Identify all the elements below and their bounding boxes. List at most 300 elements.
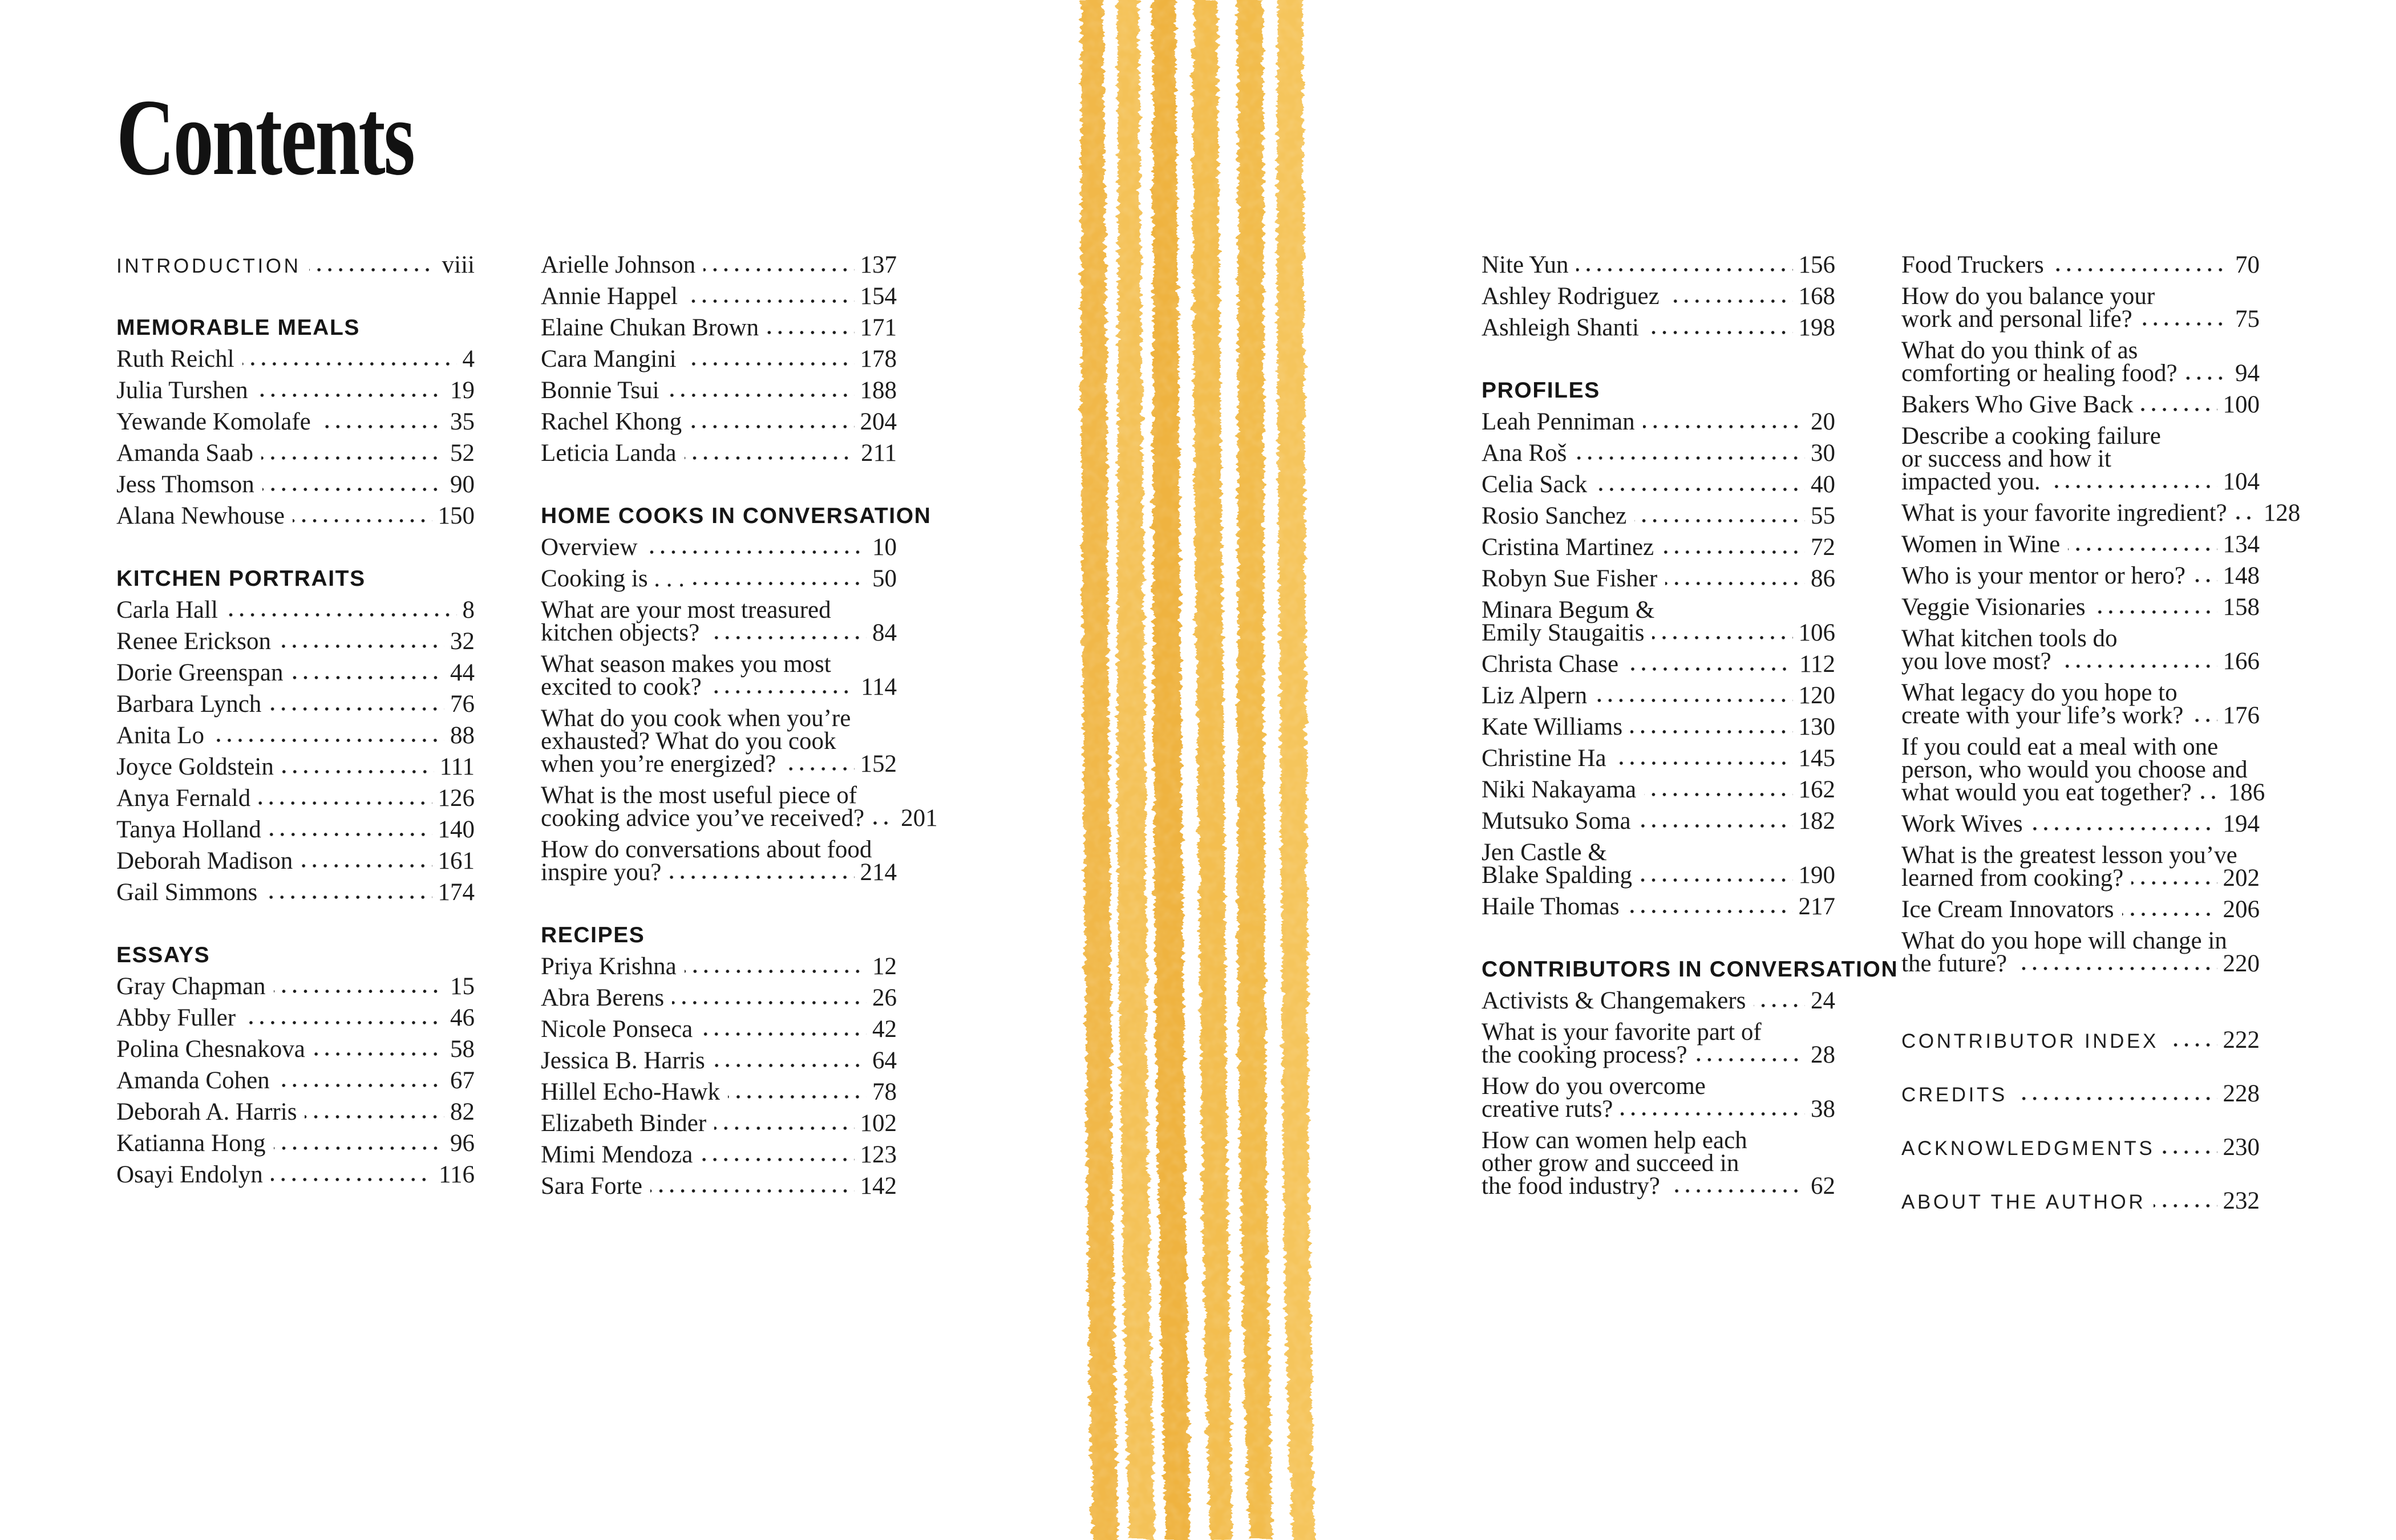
dot-leader bbox=[685, 456, 856, 460]
toc-entry-line bbox=[1482, 442, 1835, 465]
entry-text: work and personal life? bbox=[1901, 306, 2132, 333]
dot-leader bbox=[292, 676, 444, 679]
toc-entry-line bbox=[1482, 716, 1835, 739]
dot-leader bbox=[1662, 550, 1805, 554]
toc-entry-line bbox=[541, 348, 897, 371]
page-number: 126 bbox=[438, 785, 475, 812]
toc-entry bbox=[1901, 844, 2260, 890]
page-number: 152 bbox=[860, 751, 897, 777]
dot-leader bbox=[1643, 425, 1805, 428]
page-number: 111 bbox=[439, 753, 475, 780]
dot-leader bbox=[265, 895, 432, 899]
section-heading: MEMORABLE MEALS bbox=[116, 315, 360, 340]
entry-text: Amanda Saab bbox=[116, 440, 254, 467]
page-number: 188 bbox=[860, 377, 897, 404]
toc-entry bbox=[1901, 562, 2260, 589]
toc-entry-line bbox=[541, 676, 897, 699]
dot-leader bbox=[279, 645, 444, 648]
entry-text: Food Truckers bbox=[1901, 252, 2044, 278]
toc-entry-line bbox=[1901, 844, 2260, 867]
entry-text: How do you balance your bbox=[1901, 283, 2155, 310]
section-heading: RECIPES bbox=[541, 923, 645, 947]
dot-leader bbox=[1665, 582, 1805, 585]
page-number: 217 bbox=[1798, 893, 1835, 920]
toc-entry-line bbox=[116, 1069, 475, 1092]
dot-leader bbox=[646, 550, 867, 554]
toc-entry-line bbox=[116, 502, 475, 529]
backmatter-entry bbox=[1901, 1029, 2260, 1052]
page-number: 168 bbox=[1798, 283, 1835, 310]
entry-text: inspire you? bbox=[541, 859, 662, 886]
toc-entry-line bbox=[1482, 1175, 1835, 1198]
entry-text: Katianna Hong bbox=[116, 1130, 266, 1157]
toc-entry-line bbox=[541, 955, 897, 978]
toc-entry bbox=[541, 254, 897, 277]
page-number: 220 bbox=[2223, 950, 2260, 977]
toc-entry-line bbox=[1901, 285, 2260, 308]
entry-text: Ice Cream Innovators bbox=[1901, 896, 2114, 923]
entry-text: Yewande Komolafe bbox=[116, 408, 311, 435]
toc-entry-line bbox=[541, 565, 897, 592]
toc-entry-line bbox=[1482, 1075, 1835, 1098]
page-number: 30 bbox=[1811, 440, 1835, 467]
toc-entry-line bbox=[116, 850, 475, 873]
entry-text: Rachel Khong bbox=[541, 408, 682, 435]
toc-entry-line bbox=[1482, 565, 1835, 592]
backmatter-entry bbox=[1901, 1136, 2260, 1159]
toc-entry bbox=[1901, 898, 2260, 921]
page-number: 137 bbox=[860, 252, 897, 278]
stripe-4 bbox=[1193, 0, 1232, 1540]
toc-entry-line bbox=[541, 285, 897, 308]
dot-leader bbox=[1634, 519, 1805, 522]
entry-text: Emily Staugaitis bbox=[1482, 619, 1645, 646]
entry-text: the cooking process? bbox=[1482, 1041, 1687, 1068]
entry-text: Niki Nakayama bbox=[1482, 776, 1637, 803]
dot-leader bbox=[319, 425, 444, 428]
dot-leader bbox=[2059, 664, 2217, 668]
toc-entry bbox=[1901, 679, 2260, 729]
entry-text: Nite Yun bbox=[1482, 252, 1569, 278]
entry-text: If you could eat a meal with one bbox=[1901, 733, 2219, 760]
dot-leader bbox=[2131, 881, 2217, 885]
toc-entry bbox=[541, 984, 897, 1011]
entry-text: Dorie Greenspan bbox=[116, 659, 284, 686]
toc-entry bbox=[1482, 1021, 1835, 1067]
entry-text: Gail Simmons bbox=[116, 879, 258, 906]
toc-entry-line bbox=[541, 861, 897, 884]
toc-entry bbox=[1482, 254, 1835, 277]
entry-text: cooking advice you’ve received? bbox=[541, 805, 865, 832]
toc-column-1 bbox=[116, 254, 475, 1186]
toc-entry-line bbox=[541, 753, 897, 776]
page-number: 10 bbox=[872, 534, 897, 561]
toc-entry bbox=[116, 408, 475, 435]
page-number: 52 bbox=[450, 440, 475, 467]
page-number: 24 bbox=[1811, 987, 1835, 1014]
page-number: 176 bbox=[2223, 702, 2260, 729]
page-number: 206 bbox=[2223, 896, 2260, 923]
toc-entry-line bbox=[1901, 1029, 2260, 1052]
entry-text: Leah Penniman bbox=[1482, 408, 1635, 435]
entry-text: Carla Hall bbox=[116, 597, 218, 623]
page-number: 102 bbox=[860, 1110, 897, 1137]
toc-entry bbox=[116, 1004, 475, 1031]
toc-entry-line bbox=[541, 619, 897, 646]
dot-leader bbox=[713, 1064, 867, 1067]
toc-entry-line bbox=[1482, 408, 1835, 435]
dot-leader bbox=[690, 425, 854, 428]
dot-leader bbox=[256, 394, 444, 397]
toc-entry-line bbox=[541, 1141, 897, 1168]
page-number: 50 bbox=[872, 565, 897, 592]
dot-leader bbox=[1628, 910, 1793, 913]
entry-text: Leticia Landa bbox=[541, 440, 677, 467]
dot-leader bbox=[1754, 1004, 1805, 1007]
page-number: 28 bbox=[1811, 1041, 1835, 1068]
toc-entry-line bbox=[1482, 895, 1835, 918]
page-number: 148 bbox=[2223, 562, 2260, 589]
page-title: Contents bbox=[116, 76, 414, 198]
dot-leader bbox=[258, 801, 432, 805]
entry-text: Barbara Lynch bbox=[116, 691, 262, 718]
entry-text: Jessica B. Harris bbox=[541, 1047, 705, 1074]
entry-text: Priya Krishna bbox=[541, 953, 677, 980]
page-number: 20 bbox=[1811, 408, 1835, 435]
toc-entry-line bbox=[116, 630, 475, 653]
toc-entry bbox=[1901, 425, 2260, 493]
watercolor-stripes-artwork bbox=[1068, 0, 1330, 1540]
toc-entry bbox=[541, 599, 897, 645]
dot-leader bbox=[1647, 331, 1793, 334]
dot-leader bbox=[2235, 516, 2258, 520]
page-number: 166 bbox=[2223, 648, 2260, 675]
entry-text: impacted you. bbox=[1901, 468, 2041, 495]
entry-text: create with your life’s work? bbox=[1901, 702, 2184, 729]
entry-text: How can women help each bbox=[1482, 1127, 1747, 1154]
entry-text: Ana Roš bbox=[1482, 440, 1567, 467]
toc-entry bbox=[1482, 599, 1835, 645]
toc-entry-line bbox=[116, 408, 475, 435]
toc-entry-line bbox=[116, 442, 475, 465]
entry-text: ACKNOWLEDGMENTS bbox=[1901, 1137, 2155, 1160]
entry-text: What do you cook when you’re bbox=[541, 705, 851, 732]
page-number: 150 bbox=[438, 502, 475, 529]
dot-leader bbox=[1695, 1058, 1805, 1061]
entry-text: Mimi Mendoza bbox=[541, 1141, 693, 1168]
toc-column-3 bbox=[1482, 252, 1899, 1199]
page-number: 128 bbox=[2263, 500, 2301, 526]
entry-text: the food industry? bbox=[1482, 1173, 1660, 1199]
dot-leader bbox=[261, 456, 444, 460]
dot-leader bbox=[2140, 322, 2229, 326]
dot-leader bbox=[1621, 1112, 1805, 1116]
dot-leader bbox=[650, 1189, 855, 1193]
toc-entry bbox=[1482, 776, 1835, 803]
toc-entry-line bbox=[1482, 1021, 1835, 1044]
dot-leader bbox=[212, 739, 444, 742]
toc-entry-line bbox=[541, 730, 897, 753]
dot-leader bbox=[2154, 1204, 2217, 1207]
toc-entry-line bbox=[1901, 1080, 2260, 1107]
toc-entry bbox=[116, 1038, 475, 1061]
toc-entry bbox=[1901, 733, 2265, 806]
entry-text: What is the greatest lesson you’ve bbox=[1901, 842, 2237, 869]
toc-entry-line bbox=[116, 348, 475, 371]
entry-text: Work Wives bbox=[1901, 810, 2023, 837]
toc-entry-line bbox=[1901, 679, 2260, 706]
entry-text: Amanda Cohen bbox=[116, 1067, 270, 1094]
page-number: 75 bbox=[2235, 306, 2260, 333]
entry-text: Liz Alpern bbox=[1482, 682, 1588, 709]
dot-leader bbox=[2191, 719, 2217, 722]
toc-entry-line bbox=[1482, 536, 1835, 559]
dot-leader bbox=[244, 1021, 444, 1024]
entry-text: Describe a cooking failure bbox=[1901, 423, 2161, 449]
toc-entry-line bbox=[1901, 362, 2260, 385]
entry-text: Annie Happel bbox=[541, 283, 678, 310]
entry-text: Nicole Ponseca bbox=[541, 1016, 693, 1043]
page-number: 178 bbox=[860, 346, 897, 372]
section-heading: HOME COOKS IN CONVERSATION bbox=[541, 504, 932, 528]
page-number: 62 bbox=[1811, 1173, 1835, 1199]
dot-leader bbox=[1614, 761, 1793, 765]
dot-leader bbox=[767, 331, 854, 334]
toc-entry-line bbox=[541, 599, 897, 622]
page-number: 230 bbox=[2223, 1134, 2260, 1161]
toc-entry-line bbox=[1901, 339, 2260, 362]
toc-entry bbox=[541, 408, 897, 435]
dot-leader bbox=[1575, 456, 1805, 460]
page-number: 114 bbox=[861, 674, 897, 700]
page-number: 156 bbox=[1798, 252, 1835, 278]
page-number: 88 bbox=[450, 722, 475, 749]
dot-leader bbox=[1576, 268, 1792, 271]
stripe-2 bbox=[1117, 0, 1155, 1540]
toc-entry bbox=[541, 1141, 897, 1168]
page-number: 204 bbox=[860, 408, 897, 435]
entry-text: Bonnie Tsui bbox=[541, 377, 659, 404]
toc-entry bbox=[116, 1161, 475, 1188]
page-number: 86 bbox=[1811, 565, 1835, 592]
page-number: 96 bbox=[450, 1130, 475, 1157]
section-heading: KITCHEN PORTRAITS bbox=[116, 566, 366, 591]
page-number: 26 bbox=[872, 984, 897, 1011]
entry-text: you love most? bbox=[1901, 648, 2051, 675]
toc-entry bbox=[116, 473, 475, 496]
toc-entry bbox=[116, 1101, 475, 1124]
toc-entry bbox=[116, 850, 475, 873]
dot-leader bbox=[2163, 1150, 2217, 1154]
toc-entry bbox=[541, 285, 897, 308]
toc-entry bbox=[541, 1112, 897, 1135]
entry-text: creative ruts? bbox=[1482, 1096, 1613, 1122]
page-number: 158 bbox=[2223, 594, 2260, 621]
entry-text: comforting or healing food? bbox=[1901, 360, 2178, 387]
page-number: 32 bbox=[450, 628, 475, 655]
entry-text: Cooking is . . . bbox=[541, 565, 685, 592]
toc-entry-line bbox=[1901, 898, 2260, 921]
entry-text: What do you hope will change in bbox=[1901, 927, 2227, 954]
dot-leader bbox=[2031, 827, 2217, 830]
dot-leader bbox=[1652, 636, 1792, 639]
page-number: 190 bbox=[1798, 862, 1835, 889]
dot-leader bbox=[2193, 579, 2217, 582]
dot-leader bbox=[2015, 1097, 2217, 1100]
toc-entry-line bbox=[1901, 810, 2260, 837]
dot-leader bbox=[269, 707, 444, 711]
entry-text: Hillel Echo-Hawk bbox=[541, 1079, 721, 1105]
toc-entry-line bbox=[1482, 1041, 1835, 1068]
page-number: 120 bbox=[1798, 682, 1835, 709]
toc-entry-line bbox=[116, 881, 475, 904]
toc-entry-line bbox=[541, 1081, 897, 1104]
toc-entry bbox=[1901, 927, 2260, 977]
dot-leader bbox=[1626, 667, 1794, 671]
toc-entry bbox=[116, 975, 475, 998]
toc-entry-line bbox=[1482, 747, 1835, 770]
toc-entry-line bbox=[541, 707, 897, 730]
toc-entry bbox=[541, 782, 938, 832]
toc-entry bbox=[1482, 314, 1835, 341]
page-number: 100 bbox=[2223, 391, 2260, 418]
toc-entry bbox=[541, 442, 897, 465]
page-number: 130 bbox=[1798, 714, 1835, 740]
toc-entry bbox=[1482, 502, 1835, 529]
entry-text: excited to cook? bbox=[541, 674, 702, 700]
toc-entry-line bbox=[541, 805, 938, 832]
page-number: 142 bbox=[860, 1173, 897, 1199]
page-number: 70 bbox=[2235, 252, 2260, 278]
dot-leader bbox=[701, 1032, 867, 1036]
dot-leader bbox=[269, 833, 432, 836]
toc-entry-line bbox=[116, 787, 475, 810]
page-number: 145 bbox=[1798, 745, 1835, 772]
dot-leader bbox=[707, 636, 867, 639]
toc-entry-line bbox=[116, 818, 475, 841]
toc-entry-line bbox=[1901, 468, 2260, 495]
toc-entry-line bbox=[541, 408, 897, 435]
toc-entry-line bbox=[1901, 308, 2260, 331]
toc-entry bbox=[1482, 653, 1835, 676]
toc-entry bbox=[116, 1069, 475, 1092]
entry-text: What is your favorite part of bbox=[1482, 1019, 1762, 1045]
toc-entry-line bbox=[1901, 596, 2260, 619]
page-number: 38 bbox=[1811, 1096, 1835, 1122]
toc-entry bbox=[1901, 500, 2301, 526]
toc-entry bbox=[116, 599, 475, 622]
page-number: 90 bbox=[450, 471, 475, 498]
toc-entry-line bbox=[116, 473, 475, 496]
dot-leader bbox=[703, 268, 854, 271]
dot-leader bbox=[301, 864, 432, 868]
toc-entry-line bbox=[1901, 650, 2260, 673]
toc-entry-line bbox=[1482, 841, 1835, 864]
entry-text: Elaine Chukan Brown bbox=[541, 314, 759, 341]
entry-text: person, who would you choose and bbox=[1901, 756, 2248, 783]
page-number: 104 bbox=[2223, 468, 2260, 495]
toc-entry-line bbox=[116, 1161, 475, 1188]
toc-entry-line bbox=[116, 1101, 475, 1124]
toc-entry-line bbox=[116, 693, 475, 716]
dot-leader bbox=[2068, 548, 2217, 551]
toc-entry bbox=[1482, 1129, 1835, 1198]
toc-entry-line bbox=[541, 442, 897, 465]
page-number: 112 bbox=[1799, 651, 1835, 678]
toc-entry-line bbox=[541, 838, 897, 861]
toc-entry-line bbox=[116, 724, 475, 747]
toc-entry-line bbox=[1901, 627, 2260, 650]
section-heading: ESSAYS bbox=[116, 943, 211, 967]
toc-entry-line bbox=[1901, 756, 2260, 783]
toc-entry bbox=[116, 881, 475, 904]
page-number: 4 bbox=[462, 346, 475, 372]
toc-entry-line bbox=[1482, 254, 1835, 277]
toc-entry-line bbox=[541, 984, 897, 1011]
dot-leader bbox=[2185, 376, 2229, 380]
toc-entry-line bbox=[1901, 254, 2260, 277]
entry-text: Cara Mangini bbox=[541, 346, 677, 372]
toc-entry bbox=[1482, 473, 1835, 496]
toc-entry-line bbox=[541, 653, 897, 676]
entry-text: Julia Turshen bbox=[116, 377, 248, 404]
toc-entry bbox=[116, 724, 475, 747]
toc-entry-line bbox=[1482, 1098, 1835, 1121]
page-number: 186 bbox=[2228, 779, 2265, 806]
dot-leader bbox=[2094, 610, 2217, 614]
toc-entry bbox=[1482, 285, 1835, 308]
entry-text: Jen Castle & bbox=[1482, 839, 1607, 866]
dot-leader bbox=[693, 582, 867, 585]
section-heading: CONTRIBUTORS IN CONVERSATION bbox=[1482, 957, 1899, 982]
toc-entry bbox=[116, 502, 475, 529]
dot-leader bbox=[667, 394, 855, 397]
toc-entry bbox=[116, 442, 475, 465]
toc-entry bbox=[1482, 895, 1835, 918]
dot-leader bbox=[282, 770, 434, 773]
dot-leader bbox=[2015, 967, 2217, 970]
page-number: 72 bbox=[1811, 534, 1835, 561]
toc-entry bbox=[1901, 391, 2260, 418]
entry-text: Activists & Changemakers bbox=[1482, 987, 1746, 1014]
entry-text: Abra Berens bbox=[541, 984, 665, 1011]
toc-entry bbox=[116, 659, 475, 686]
page-number: 42 bbox=[872, 1016, 897, 1043]
toc-column-2 bbox=[541, 252, 938, 1199]
page-number: 84 bbox=[872, 619, 897, 646]
toc-entry bbox=[1901, 596, 2260, 619]
entry-text: Ruth Reichl bbox=[116, 346, 234, 372]
toc-entry-line bbox=[541, 784, 897, 807]
dot-leader bbox=[1595, 699, 1792, 702]
toc-entry-line bbox=[116, 1004, 475, 1031]
toc-entry-line bbox=[1901, 733, 2260, 760]
entry-text: exhausted? What do you cook bbox=[541, 728, 836, 755]
toc-entry bbox=[541, 653, 897, 699]
toc-entry-line bbox=[1482, 599, 1835, 622]
entry-text: What legacy do you hope to bbox=[1901, 679, 2178, 706]
page-number: 174 bbox=[438, 879, 475, 906]
entry-text: Anya Fernald bbox=[116, 785, 251, 812]
entry-text: Blake Spalding bbox=[1482, 862, 1632, 889]
toc-entry bbox=[1482, 841, 1835, 887]
toc-entry-line bbox=[116, 659, 475, 686]
dot-leader bbox=[1668, 1189, 1805, 1193]
toc-entry-line bbox=[1901, 927, 2260, 954]
dot-leader bbox=[710, 690, 855, 694]
dot-leader bbox=[686, 299, 854, 303]
toc-entry bbox=[541, 1049, 897, 1072]
